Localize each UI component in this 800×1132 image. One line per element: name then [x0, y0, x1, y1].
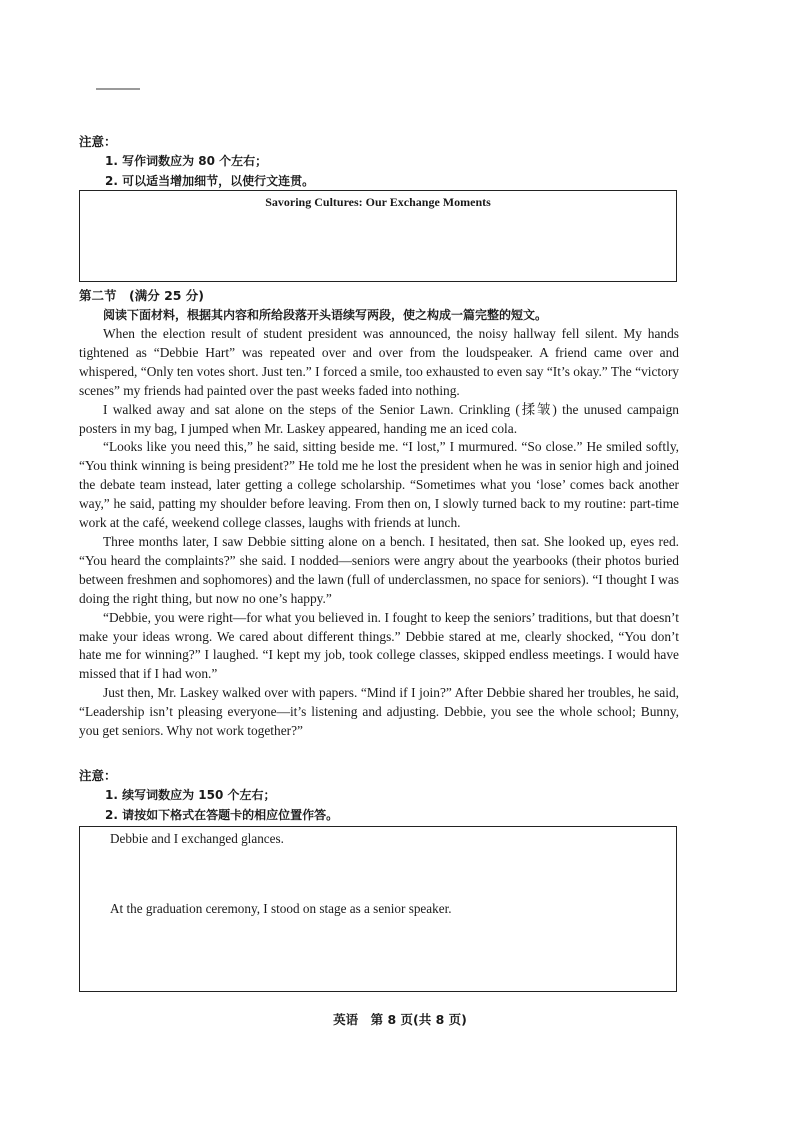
section-instruction: 阅读下面材料，根据其内容和所给段落开头语续写两段，使之构成一篇完整的短文。 — [103, 308, 548, 322]
section-two-notes — [79, 766, 679, 825]
story-paragraph: “Looks like you need this,” he said, sitting beside me. “I lost,” I murmured. “So close.” He smiled softly, “You think winning is being president?” He told me he lost the president when he was in senior high and joined the debate team instead, later getting a college scholarship. “Sometimes what you ‘lose’ comes back another way,” he said, patting my shoulder before leaving. From then on, I slowly turned back to my routine: part-time work at the café, weekend college classes, laughs with friends at lunch. — [79, 439, 679, 531]
continuation-prompt-one: Debbie and I exchanged glances. — [110, 831, 284, 846]
writing-box-one[interactable] — [79, 190, 677, 282]
story-paragraph: “Debbie, you were right—for what you believed in. I fought to keep the seniors’ traditions, but that doesn’t make your ideas wrong. We cared about different things.” Debbie stared at me, clearly shocked, “You don’t hate me for winning?” I laughed. “I kept my job, took college classes, skipped endless meetings. I would have missed that if I had won.” — [79, 609, 679, 682]
section-heading: 第二节 (满分 25 分) — [79, 288, 205, 303]
writing-box-two[interactable] — [79, 826, 677, 992]
note-item-2: 2. 可以适当增加细节，以使行文连贯。 — [105, 174, 315, 188]
story-paragraph: When the election result of student president was announced, the noisy hallway fell silent. My hands tightened as “Debbie Hart” was repeated over and over from the loudspeaker. A friend came over and whispered, “Only ten votes short. Just ten.” I forced a smile, too exhausted to even say “It’s okay.” The “victory scenes” my friends had painted over the past weeks faded into nothing. — [79, 326, 679, 398]
scan-mark — [96, 88, 140, 90]
continuation-prompt-two: At the graduation ceremony, I stood on stage as a senior speaker. — [110, 901, 452, 916]
note-label: 注意： — [79, 768, 117, 783]
note-label: 注意： — [79, 134, 117, 149]
story-text — [79, 325, 679, 741]
note-item-1: 1. 续写词数应为 150 个左右； — [105, 788, 276, 802]
story-paragraph: Three months later, I saw Debbie sitting alone on a bench. I hesitated, then sat. She looked up, eyes red. “You heard the complaints?” she said. I nodded—seniors were angry about the yearbooks (their photos buried between freshmen and sophomores) and the lawn (full of underclassmen, no space for seniors). “I thought I was doing the right thing, but now no one’s happy.” — [79, 533, 679, 606]
page-footer: 英语 第 8 页(共 8 页) — [333, 1012, 467, 1027]
note-item-1: 1. 写作词数应为 80 个左右； — [105, 154, 268, 168]
story-paragraph: I walked away and sat alone on the steps of the Senior Lawn. Crinkling (揉皱) the unused campaign posters in my bag, I jumped when Mr. Laskey appeared, handing me an iced cola. — [79, 401, 679, 436]
task-one-notes — [79, 132, 679, 191]
story-paragraph: Just then, Mr. Laskey walked over with papers. “Mind if I join?” After Debbie shared her troubles, he said, “Leadership isn’t pleasing everyone—it’s listening and adjusting. Debbie, you see the whole school; Bunny, you get seniors. Why not work together?” — [79, 685, 679, 739]
section-two — [79, 286, 679, 741]
note-item-2: 2. 请按如下格式在答题卡的相应位置作答。 — [105, 808, 339, 822]
writing-box-title: Savoring Cultures: Our Exchange Moments — [265, 195, 491, 209]
